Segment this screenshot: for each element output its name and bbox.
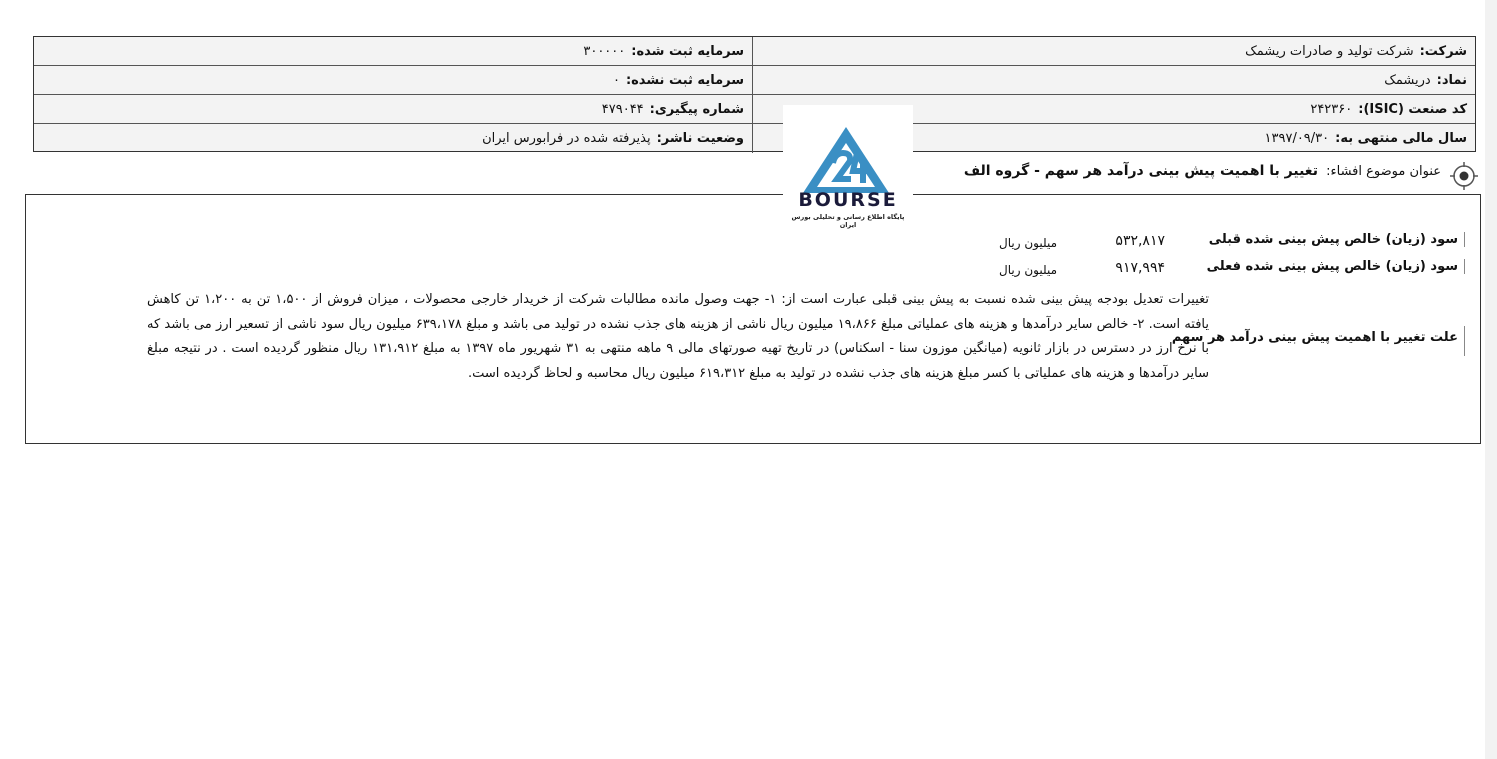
company-cell (753, 37, 1475, 65)
tracking-label: شماره پیگیری: (649, 101, 744, 117)
company-info-table (33, 36, 1476, 152)
bourse-logo-text: BOURSE (798, 189, 898, 211)
subject-title: تغییر با اهمیت پیش بینی درآمد هر سهم - گروه الف (963, 163, 1318, 179)
previous-forecast-unit: میلیون ریال (999, 236, 1057, 250)
symbol-cell (753, 66, 1475, 94)
publisher-status-cell (32, 124, 753, 153)
bourse-logo (783, 105, 913, 227)
unregistered-capital-label: سرمایه ثبت نشده: (625, 72, 744, 88)
publisher-status-value: پذیرفته شده در فرابورس ایران (482, 131, 651, 146)
tracking-value: ۴۷۹۰۴۴ (601, 101, 644, 117)
fiscal-value: ۱۳۹۷/۰۹/۳۰ (1264, 131, 1330, 146)
bourse-logo-subtitle: پایگاه اطلاع رسانی و تحلیلی بورس ایران (791, 213, 905, 229)
disclosure-subject (964, 163, 1441, 179)
subject-label: عنوان موضوع افشاء: (1326, 164, 1441, 179)
current-forecast-label: سود (زیان) خالص پیش بینی شده فعلی (1207, 259, 1465, 274)
info-row-isic (34, 95, 1475, 124)
unregistered-capital-cell (32, 66, 753, 94)
info-row-symbol (34, 66, 1475, 95)
change-reason-label: علت تغییر با اهمیت پیش بینی درآمد هر سهم (1172, 326, 1465, 356)
info-row-company (34, 37, 1475, 66)
target-bullet-icon (1450, 162, 1478, 190)
symbol-label: نماد: (1436, 72, 1467, 88)
isic-label: کد صنعت (ISIC): (1358, 101, 1467, 117)
symbol-value: دریشمک (1384, 72, 1431, 88)
isic-value: ۲۴۲۳۶۰ (1310, 101, 1353, 117)
company-label: شرکت: (1419, 43, 1467, 59)
tracking-cell (32, 95, 753, 123)
fiscal-label: سال مالی منتهی به: (1335, 131, 1467, 146)
registered-capital-cell (32, 37, 753, 65)
registered-capital-value: ۳۰۰۰۰۰ (583, 43, 626, 59)
company-value: شرکت تولید و صادرات ریشمک (1245, 43, 1414, 59)
current-forecast-unit: میلیون ریال (999, 263, 1057, 277)
bourse-logo-mark-icon (783, 105, 913, 195)
publisher-status-label: وضعیت ناشر: (656, 131, 744, 146)
current-forecast-value: ۹۱۷,۹۹۴ (1115, 260, 1165, 276)
info-row-fiscal (34, 124, 1475, 153)
change-reason-text: تغییرات تعدیل بودجه پیش بینی شده نسبت به پیش بینی قبلی عبارت است از: ۱- جهت وصول مانده مطالبات شرکت از خریدار خارجی محصولات ، میزان فروش از ۱،۵۰۰ تن به ۱،۲۰۰ تن کاهش یافته است. ۲- خالص سایر درآمدها و هزینه های عملیاتی مبلغ ۱۹،۸۶۶ میلیون ریال ناشی از هزینه های جذب نشده در تولید می باشد و مبلغ ۶۳۹،۱۷۸ میلیون ریال سود ناشی از تسعیر ارز می باشد که با نرخ ارز در دسترس در بازار ثانویه (میانگین موزون سنا - اسکناس) در تاریخ تهیه صورتهای مالی ۹ ماهه منتهی به ۳۱ شهریور ماه ۱۳۹۷ به مبلغ ۱۳۱،۹۱۲ ریال منظور گردیده است . در نتیجه مبلغ سایر درآمدها و هزینه های عملیاتی با کسر مبلغ هزینه های جذب نشده در تولید به مبلغ ۶۱۹،۳۱۲ میلیون ریال محاسبه و لحاظ گردیده است. (147, 292, 1210, 381)
previous-forecast-label: سود (زیان) خالص پیش بینی شده قبلی (1209, 232, 1465, 247)
unregistered-capital-value: ۰ (612, 72, 620, 88)
page-right-edge (1485, 0, 1497, 759)
previous-forecast-value: ۵۳۲,۸۱۷ (1115, 233, 1165, 249)
registered-capital-label: سرمایه ثبت شده: (631, 43, 744, 59)
